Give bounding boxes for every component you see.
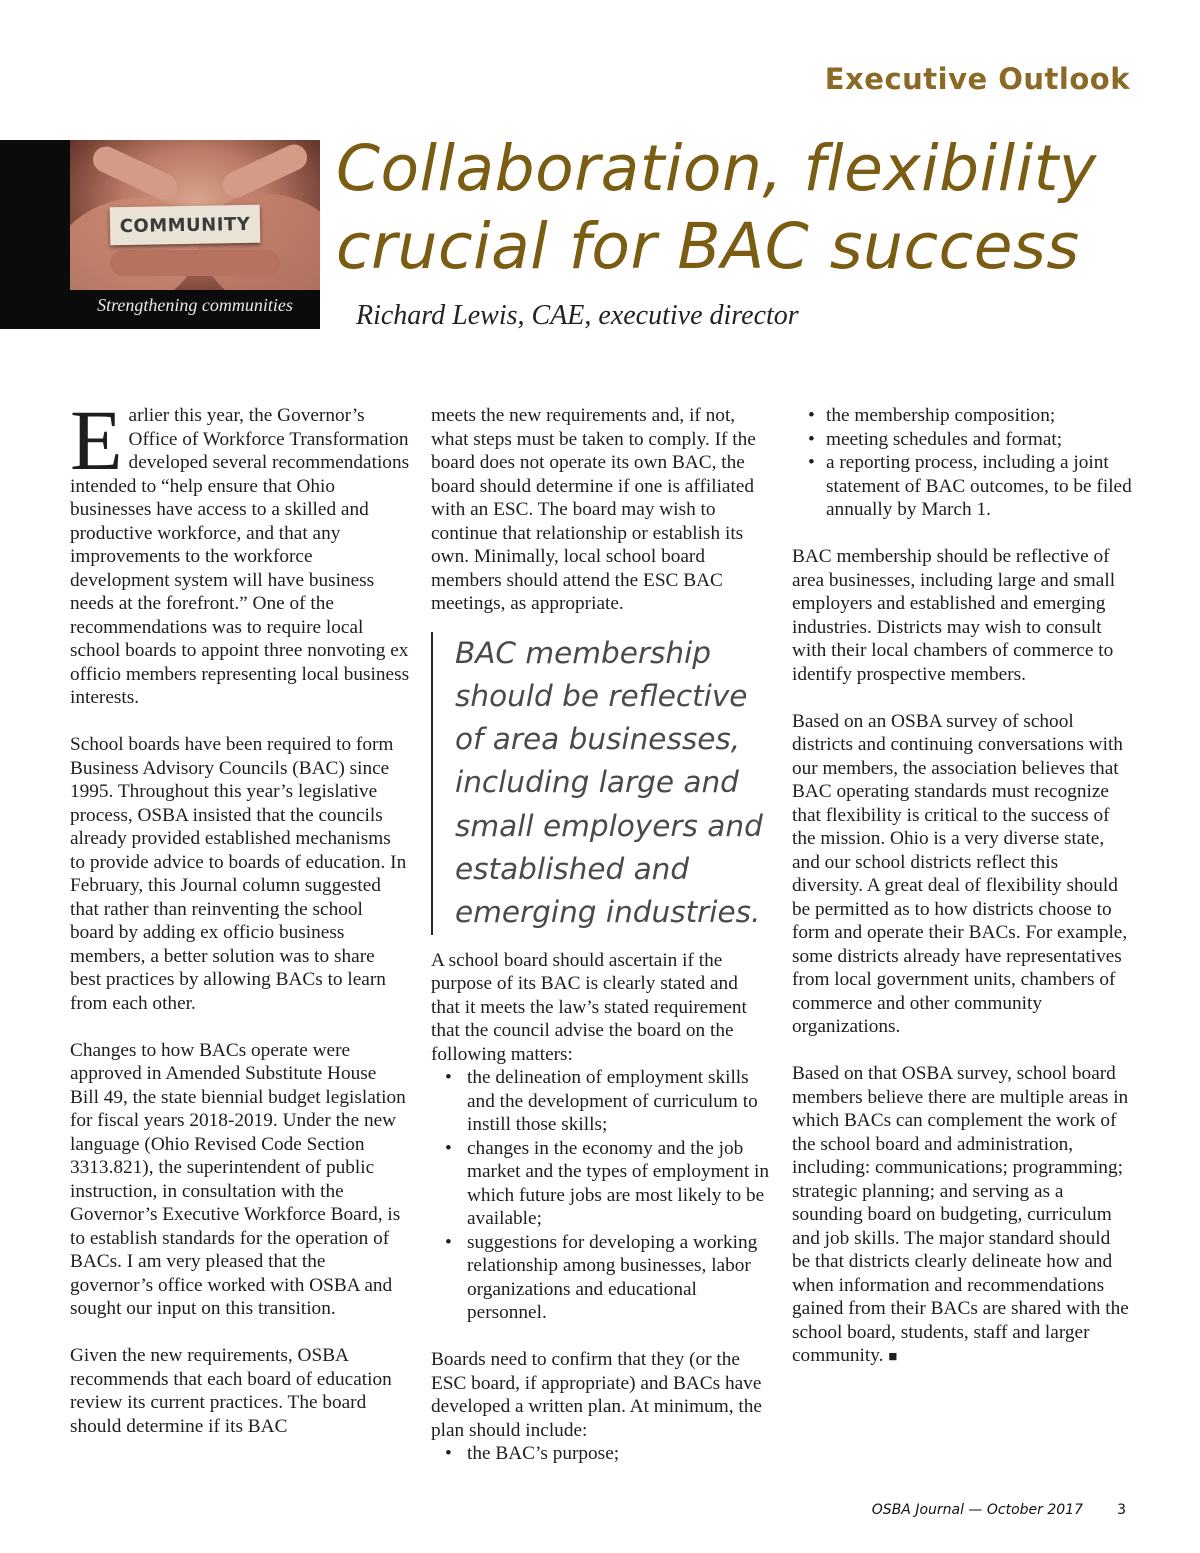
list-item: • the delineation of employment skills and the development of curriculum to instill those skills; [431, 1066, 771, 1137]
paragraph: A school board should ascertain if the purpose of its BAC is clearly stated and that it meets the law’s stated requirement that the council advise the board on the following matters: [431, 949, 747, 1065]
paragraph: Given the new requirements, OSBA recommends that each board of education review its current practices. The board should determine if its BAC [70, 1345, 392, 1437]
bullet-list [431, 1066, 771, 1325]
hero-image-panel [0, 140, 320, 329]
article-column-3 [792, 404, 1132, 1370]
article-headline: Collaboration, flexibility crucial for BAC success [336, 132, 1097, 283]
list-item: • the BAC’s purpose; [431, 1442, 771, 1466]
drop-cap: E [70, 392, 123, 488]
paragraph: School boards have been required to form Business Advisory Councils (BAC) since 1995. Throughout this year’s legislative process, OSBA insisted that the councils already provided established mechanisms to provide advice to boards of education. In February, this Journal column suggested that rather than reinventing the school board by adding ex officio business members, a better solution was to share best practices by allowing BACs to learn from each other. [70, 734, 407, 1014]
footer-publication: OSBA Journal — October 2017 [871, 1502, 1083, 1518]
page-number: 3 [1117, 1502, 1126, 1518]
article-column-1 [70, 392, 410, 1438]
hands-photo [70, 140, 320, 290]
list-item: • changes in the economy and the job market and the types of employment in which future jobs are most likely to be available; [431, 1137, 771, 1231]
paragraph [792, 1062, 1132, 1370]
paragraph: Changes to how BACs operate were approved in Amended Substitute House Bill 49, the state biennial budget legislation for fiscal years 2018-2019. Under the new language (Ohio Revised Code Section 3313.821), the superintendent of public instruction, in consultation with the Governor’s Executive Workforce Board, is to establish standards for the operation of BACs. I am very pleased that the governor’s office worked with OSBA and sought our input on this transition. [70, 1039, 406, 1319]
list-item: • meeting schedules and format; [792, 428, 1132, 452]
community-card: COMMUNITY [110, 205, 261, 246]
bullet-list [431, 1442, 771, 1466]
paragraph: Boards need to confirm that they (or the ESC board, if appropriate) and BACs have developed a written plan. At minimum, the plan should include: [431, 1349, 762, 1441]
list-item: • suggestions for developing a working relationship among businesses, labor organizations and educational personnel. [431, 1231, 771, 1325]
section-label: Executive Outlook [824, 62, 1130, 96]
paragraph: BAC membership should be reflective of area businesses, including large and small employers and established and emerging industries. Districts may wish to consult with their local chambers of commerce to identify prospective members. [792, 546, 1116, 685]
pull-quote: BAC membership should be reflective of area businesses, including large and small employers and established and emerging industries. [431, 632, 771, 935]
end-mark-icon: ■ [888, 1349, 898, 1365]
paragraph: Based on an OSBA survey of school districts and continuing conversations with our members, the association believes that BAC operating standards must recognize that flexibility is critical to the success of the mission. Ohio is a very diverse state, and our school districts reflect this diversity. A great deal of flexibility should be permitted as to how districts choose to form and operate their BACs. For example, some districts already have representatives from local government units, chambers of commerce and other community organizations. [792, 710, 1128, 1037]
hero-caption: Strengthening communities [97, 295, 293, 315]
paragraph-text: arlier this year, the Governor’s Office of Workforce Transformation developed several recommendations intended to “help ensure that Ohio businesses have access to a skilled and productive workforce, and that any improvements to the workforce development system will have business needs at the forefront.” One of the recommendations was to require local school boards to appoint three nonvoting ex officio members representing local business interests. [70, 405, 410, 708]
list-item: • the membership composition; [792, 404, 1132, 428]
article-column-2 [431, 404, 771, 1489]
bullet-list [792, 404, 1132, 522]
paragraph-text: Based on that OSBA survey, school board members believe there are multiple areas in which BACs can complement the work of the school board and administration, including: communications; programming; strategic planning; and serving as a sounding board on budgeting, curriculum and job skills. The major standard should be that districts clearly delineate how and when information and recommendations gained from their BACs are shared with the school board, students, staff and larger community. [792, 1063, 1129, 1366]
article-byline: Richard Lewis, CAE, executive director [356, 300, 799, 331]
list-item: • a reporting process, including a joint statement of BAC outcomes, to be filed annually by March 1. [792, 451, 1132, 522]
paragraph [70, 392, 410, 710]
paragraph: meets the new requirements and, if not, what steps must be taken to comply. If the board does not operate its own BAC, the board should determine if one is affiliated with an ESC. The board may wish to continue that relationship or establish its own. Minimally, local school board members should attend the ESC BAC meetings, as appropriate. [431, 405, 756, 614]
